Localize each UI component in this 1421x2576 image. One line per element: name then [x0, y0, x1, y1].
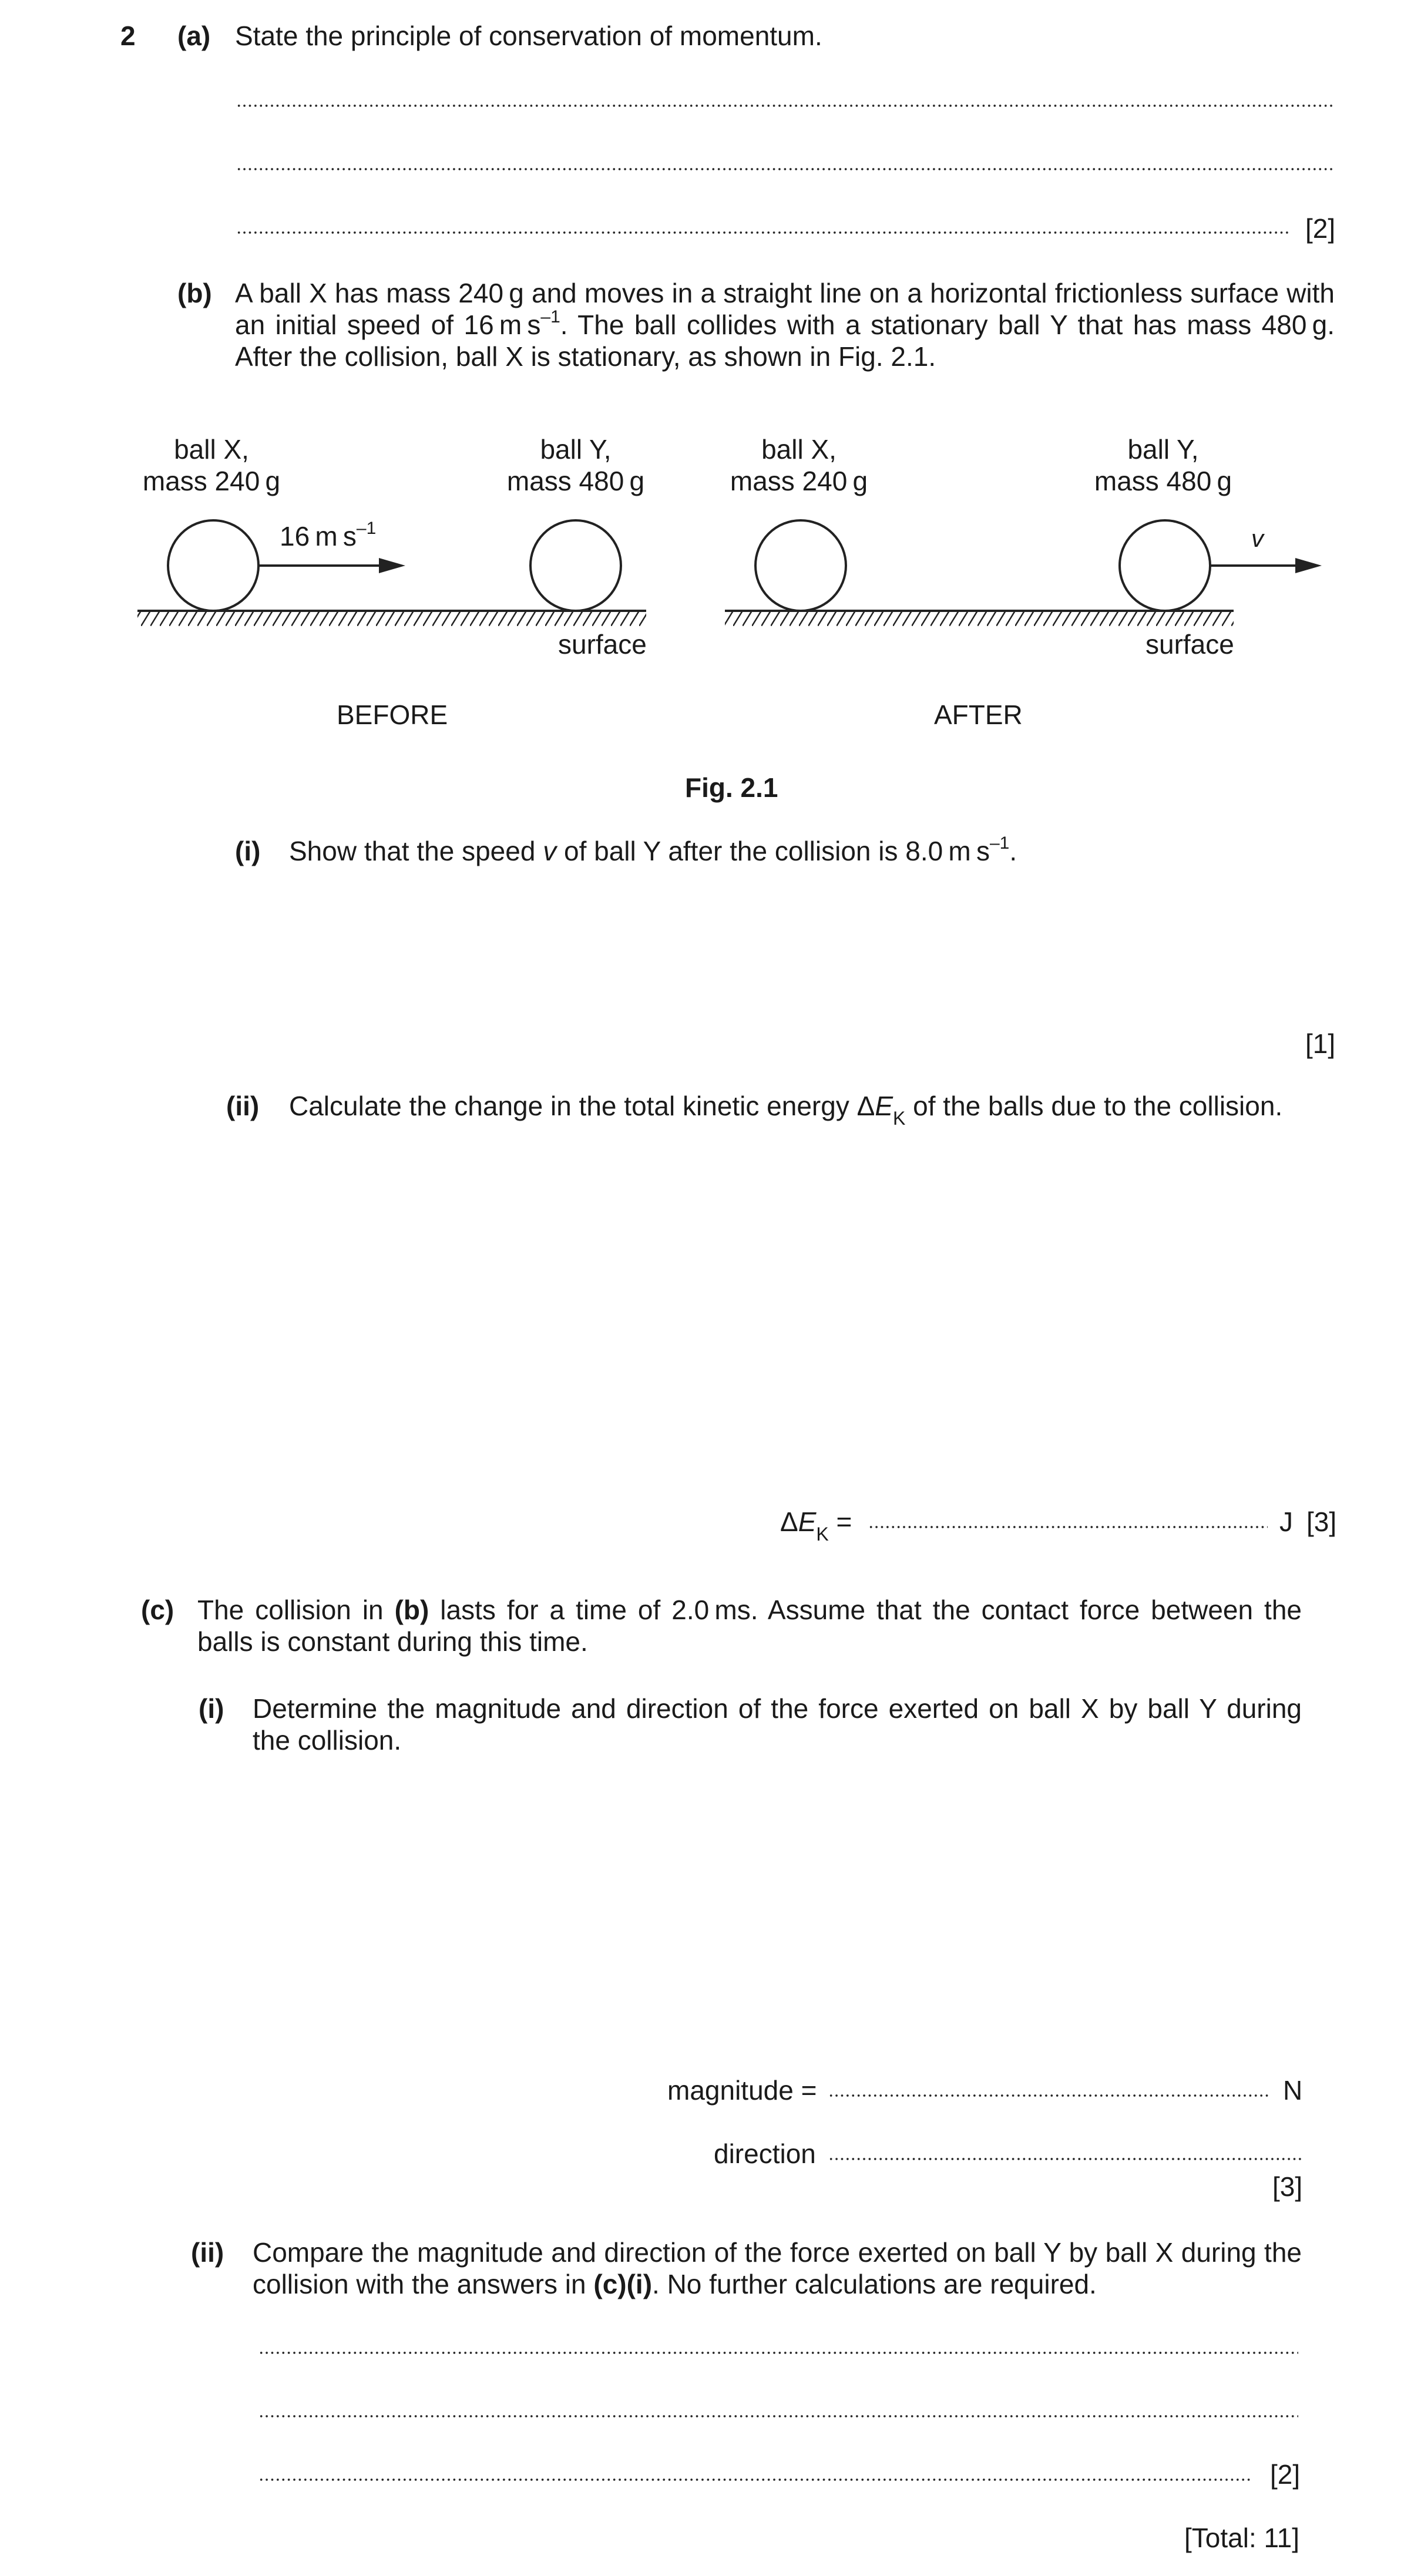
- before-surface-label: surface: [558, 629, 647, 660]
- magnitude-label: magnitude =: [667, 2075, 817, 2106]
- magnitude-unit: N: [1283, 2075, 1303, 2106]
- total-marks: [Total: 11]: [1184, 2523, 1300, 2553]
- part-c-i-marks: [3]: [1272, 2171, 1303, 2202]
- part-a-label: (a): [177, 21, 211, 51]
- part-a-question: State the principle of conservation of momentum.: [235, 21, 822, 51]
- after-ball-y: [1120, 520, 1210, 611]
- figure-caption: Fig. 2.1: [685, 772, 778, 803]
- after-speed-label: v: [1251, 524, 1264, 552]
- part-c-i-question: Determine the magnitude and direction of the force exerted on ball X by ball Y during the collision.: [253, 1693, 1302, 1756]
- before-speed-label: 16 m $s^{-1}$: [280, 518, 377, 551]
- after-caption: AFTER: [934, 700, 1023, 730]
- before-caption: BEFORE: [337, 700, 448, 730]
- part-b-ii-label: (ii): [226, 1091, 260, 1121]
- part-b-label: (b): [177, 278, 212, 308]
- before-surface-hatching: [137, 611, 646, 626]
- part-b-ii-question: Calculate the change in the total kinetic energy $\Delta E_K$ of the balls due to the collision.: [289, 1091, 1283, 1129]
- part-a-marks: [2]: [1305, 213, 1336, 244]
- delta-ek-answer-label: $\Delta E_K$ =: [780, 1506, 852, 1545]
- part-b-i-question: Show that the speed v of ball Y after the collision is 8.0 m $s^{-1}$.: [289, 833, 1017, 866]
- before-arrowhead: [379, 558, 405, 573]
- part-c-label: (c): [141, 1595, 174, 1625]
- part-c-ii-marks: [2]: [1270, 2459, 1301, 2490]
- before-ball-y: [530, 520, 621, 611]
- part-c-ii-label: (ii): [191, 2237, 224, 2268]
- before-ball-x: [168, 520, 258, 611]
- delta-ek-unit: J: [1279, 1506, 1293, 1537]
- part-b-i-label: (i): [235, 836, 261, 866]
- delta-ek-answer-line[interactable]: [868, 1526, 1268, 1528]
- answer-line-c-ii-3[interactable]: [258, 2479, 1251, 2481]
- part-b-i-marks: [1]: [1305, 1028, 1336, 1059]
- part-b-ii-marks: [3]: [1306, 1506, 1337, 1537]
- before-ball-y-label: ball Y, mass 480 g: [506, 434, 645, 496]
- after-ball-x-label: ball X, mass 240 g: [730, 434, 868, 496]
- part-c-i-label: (i): [199, 1693, 224, 1724]
- part-b-question: A ball X has mass 240 g and moves in a straight line on a horizontal frictionless surface with an initial speed of 16 m $s^{-1}$. The ball collides with a stationary ball Y that has mass 480 g. After the collision, ball X is stationary, as shown in Fig. 2.1.: [235, 278, 1335, 372]
- after-ball-x: [755, 520, 846, 611]
- answer-line-c-ii-1[interactable]: [258, 2352, 1298, 2354]
- direction-answer-line[interactable]: [828, 2158, 1302, 2160]
- after-surface-label: surface: [1145, 629, 1234, 660]
- after-arrowhead: [1295, 558, 1322, 573]
- after-ball-y-label: ball Y, mass 480 g: [1094, 434, 1232, 496]
- part-c-question: The collision in (b) lasts for a time of 2.0 ms. Assume that the contact force between the balls is constant during this time.: [197, 1595, 1302, 1657]
- after-surface-hatching: [725, 611, 1234, 626]
- before-ball-x-label: ball X, mass 240 g: [142, 434, 281, 496]
- before-diagram: [137, 520, 646, 626]
- part-c-ii-question: Compare the magnitude and direction of the force exerted on ball Y by ball X during the collision with the answers in (c)(i). No further calculations are required.: [253, 2237, 1302, 2299]
- direction-label: direction: [714, 2138, 816, 2169]
- answer-line-c-ii-2[interactable]: [258, 2415, 1298, 2417]
- question-number: 2: [120, 21, 136, 51]
- magnitude-answer-line[interactable]: [828, 2094, 1269, 2097]
- after-diagram: [725, 520, 1322, 626]
